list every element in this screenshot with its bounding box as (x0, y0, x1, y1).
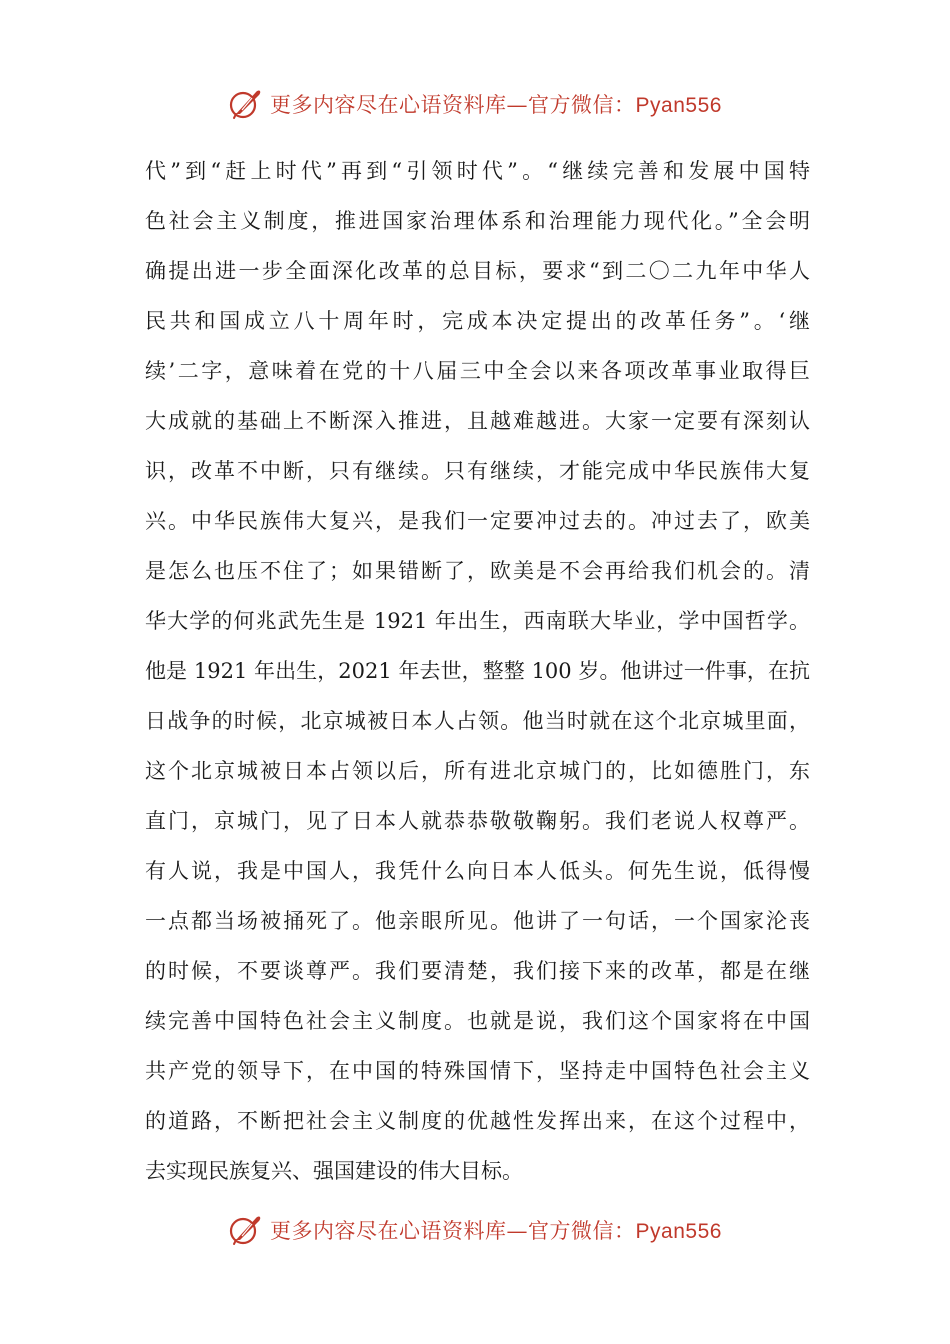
article-line: 民共和国成立八十周年时，完成本决定提出的改革任务”。‘继 (145, 309, 810, 333)
footer-banner-label: 更多内容尽在心语资料库—官方微信： (270, 1219, 636, 1243)
header-banner-label: 更多内容尽在心语资料库—官方微信： (270, 93, 636, 117)
article-line: 他是 1921 年出生，2021 年去世，整整 100 岁。他讲过一件事，在抗 (145, 659, 810, 683)
header-wechat-id: Pyan556 (635, 94, 722, 117)
article-line: 共产党的领导下，在中国的特殊国情下，坚持走中国特色社会主义 (145, 1059, 810, 1083)
article-line: 有人说，我是中国人，我凭什么向日本人低头。何先生说，低得慢 (145, 859, 810, 883)
article-line: 这个北京城被日本占领以后，所有进北京城门的，比如德胜门，东 (145, 759, 810, 783)
article-line: 兴。中华民族伟大复兴，是我们一定要冲过去的。冲过去了，欧美 (145, 509, 810, 533)
article-line: 大成就的基础上不断深入推进，且越难越进。大家一定要有深刻认 (145, 409, 810, 433)
article-line: 华大学的何兆武先生是 1921 年出生，西南联大毕业，学中国哲学。 (145, 609, 810, 633)
quill-pen-circle-icon (228, 86, 264, 122)
footer-wechat-id: Pyan556 (635, 1220, 722, 1243)
article-line: 的道路，不断把社会主义制度的优越性发挥出来，在这个过程中， (145, 1109, 810, 1133)
article-line: 日战争的时候，北京城被日本人占领。他当时就在这个北京城里面， (145, 709, 810, 733)
article-line: 去实现民族复兴、强国建设的伟大目标。 (145, 1159, 523, 1183)
article-line: 代”到“赶上时代”再到“引领时代”。“继续完善和发展中国特 (145, 159, 810, 183)
header-banner-text (270, 89, 722, 119)
article-line: 是怎么也压不住了；如果错断了，欧美是不会再给我们机会的。清 (145, 559, 810, 583)
footer-banner (0, 1210, 950, 1250)
article-line: 识，改革不中断，只有继续。只有继续，才能完成中华民族伟大复 (145, 459, 810, 483)
quill-pen-circle-icon (228, 1212, 264, 1248)
header-banner (0, 84, 950, 124)
article-line: 的时候，不要谈尊严。我们要清楚，我们接下来的改革，都是在继 (145, 959, 810, 983)
article-line: 直门，京城门，见了日本人就恭恭敬敬鞠躬。我们老说人权尊严。 (145, 809, 810, 833)
footer-banner-text (270, 1215, 722, 1245)
article-line: 续完善中国特色社会主义制度。也就是说，我们这个国家将在中国 (145, 1009, 810, 1033)
article-line: 确提出进一步全面深化改革的总目标，要求“到二〇二九年中华人 (145, 259, 810, 283)
article-line: 续’二字，意味着在党的十八届三中全会以来各项改革事业取得巨 (145, 359, 810, 383)
article-line: 一点都当场被捅死了。他亲眼所见。他讲了一句话，一个国家沦丧 (145, 909, 810, 933)
article-body (145, 146, 810, 1196)
article-line: 色社会主义制度，推进国家治理体系和治理能力现代化。”全会明 (145, 209, 810, 233)
